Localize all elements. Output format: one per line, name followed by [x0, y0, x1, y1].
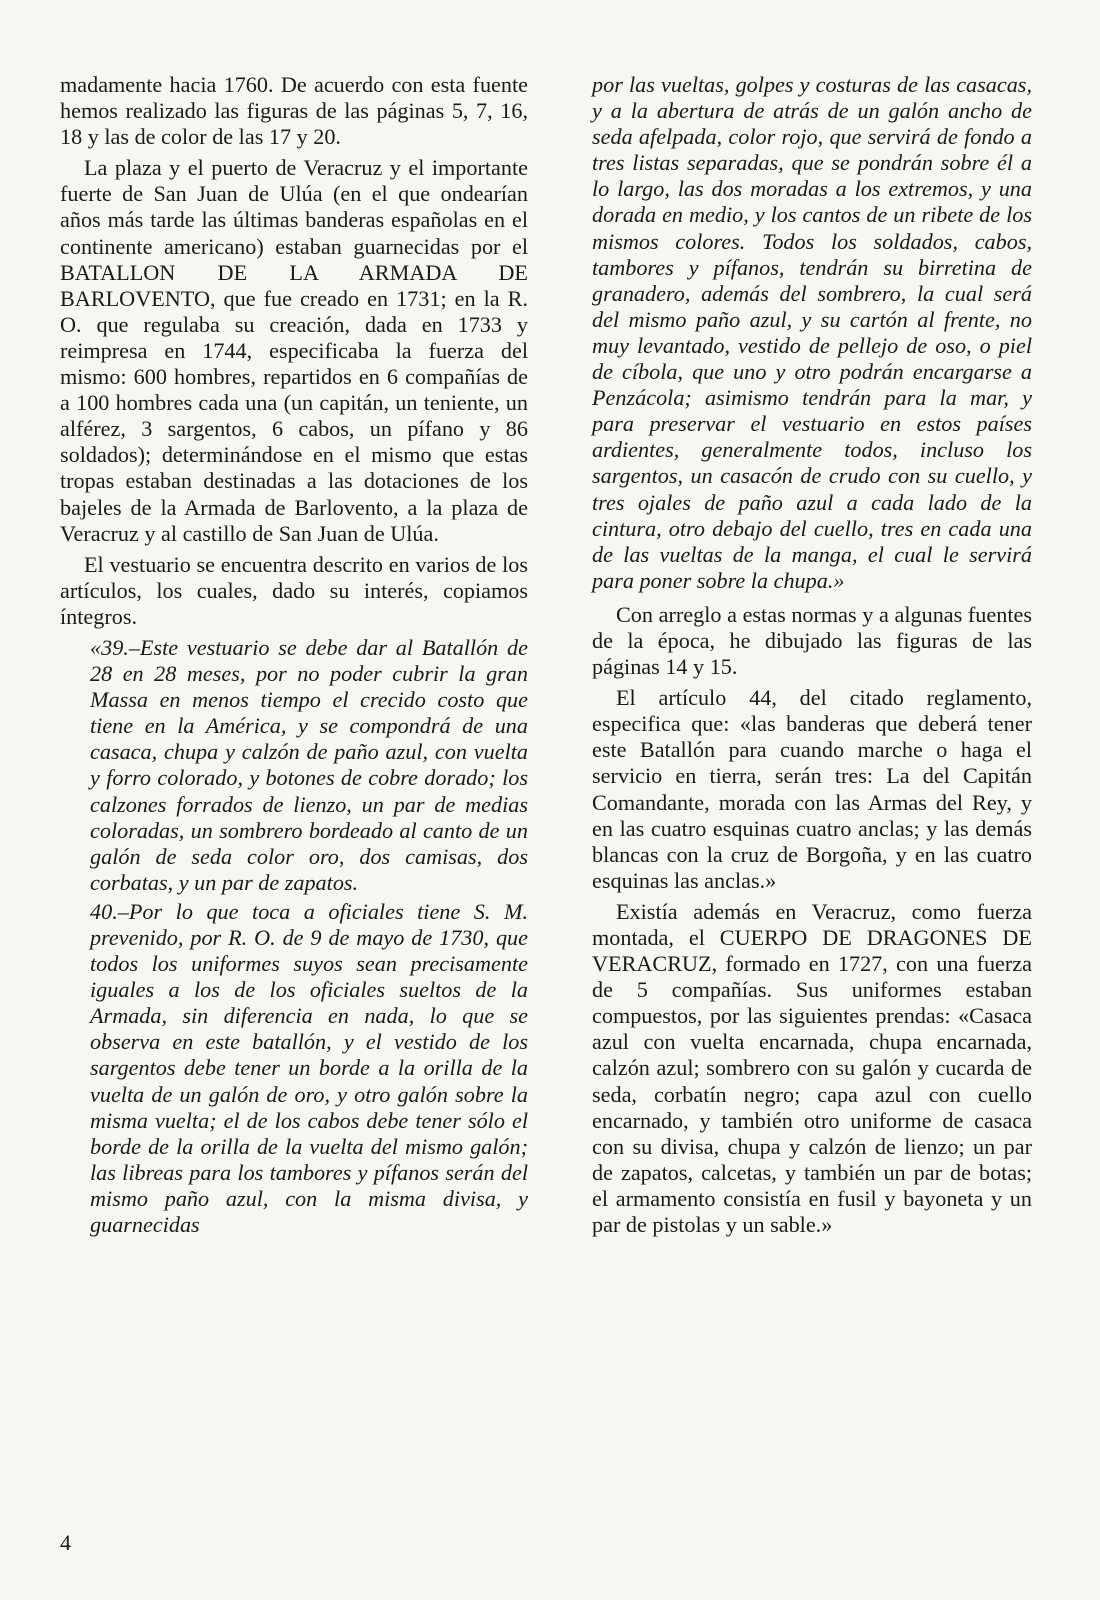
paragraph-vestuario-intro: El vestuario se encuentra descrito en varios de los artículos, los cuales, dado su interés, copiamos íntegros. — [60, 551, 528, 629]
left-column — [60, 72, 528, 1241]
paragraph-batallon-armada: La plaza y el puerto de Veracruz y el importante fuerte de San Juan de Ulúa (en el que ondearían años más tarde las últimas banderas españolas en el continente americano) estaban guarnecidas por el BATALLON DE LA ARMADA DE BARLOVENTO, que fue creado en 1731; en la R. O. que regulaba su creación, dada en 1733 y reimpresa en 1744, especificaba la fuerza del mismo: 600 hombres, repartidos en 6 compañías de a 100 hombres cada una (un capitán, un teniente, un alférez, 3 sargentos, 6 cabos, un pífano y 86 soldados); determinándose en el mismo que estas tropas estaban destinadas a las dotaciones de los bajeles de la Armada de Barlovento, a la plaza de Veracruz y al castillo de San Juan de Ulúa. — [60, 155, 528, 546]
paragraph-figuras: Con arreglo a estas normas y a algunas fuentes de la época, he dibujado las figuras de las páginas 14 y 15. — [592, 601, 1032, 680]
quote-article-40: 40.–Por lo que toca a oficiales tiene S. M. prevenido, por R. O. de 9 de mayo de 1730, que todos los uniformes suyos sean precisamente iguales a los de los oficiales sueltos de la Armada, sin diferencia en nada, lo que se observa en este batallón, y el vestido de los sargentos debe tener un borde a la orilla de la vuelta de un galón de oro, y otro galón sobre la misma vuelta; el de los cabos debe tener sólo el borde de la orilla de la vuelta del mismo galón; las libreas para los tambores y pífanos serán del mismo paño azul, con la misma divisa, y guarnecidas — [90, 898, 528, 1238]
page-number: 4 — [60, 1530, 71, 1555]
paragraph-articulo-44: El artículo 44, del citado reglamento, especifica que: «las banderas que deberá tener este Batallón para cuando marche o haga el servicio en tierra, serán tres: La del Capitán Comandante, morada con las Armas del Rey, y en las cuatro esquinas cuatro anclas; y las demás blancas con la cruz de Borgoña, y en las cuatro esquinas las anclas.» — [592, 685, 1032, 893]
quote-article-40-continued: por las vueltas, golpes y costuras de las casacas, y a la abertura de atrás de un galón ancho de seda afelpada, color rojo, que servirá de fondo a tres listas separadas, que se pondrán sobre él a lo largo, las dos moradas a los extremos, y una dorada en medio, y los cantos de un ribete de los mismos colores. Todos los soldados, cabos, tambores y pífanos, tendrán su birretina de granadero, además del sombrero, la cual será del mismo paño azul, y su cartón al frente, no muy levantado, vestido de pellejo de oso, o piel de cíbola, que uno y otro podrán encargarse a Penzácola; asimismo tendrán para la mar, y para preservar el vestuario en estos países ardientes, generalmente todos, incluso los sargentos, un casacón de crudo con su cuello, y tres ojales de paño azul a cada lado de la cintura, otro debajo del cuello, tres en cada una de las vueltas de la manga, el cual le servirá para poner sobre la chupa.» — [592, 72, 1032, 593]
paragraph-dragones: Existía además en Veracruz, como fuerza montada, el CUERPO DE DRAGONES DE VERACRUZ, formado en 1727, con una fuerza de 5 compañías. Sus uniformes estaban compuestos, por las siguientes prendas: «Casaca azul con vuelta encarnada, chupa encarnada, calzón azul; sombrero con su galón y cucarda de seda, corbatín negro; capa azul con cuello encarnado, y también otro uniforme de casaca con su divisa, chupa y calzón de lienzo; un par de zapatos, calcetas, y también un par de botas; el armamento consistía en fusil y bayoneta y un par de pistolas y un sable.» — [592, 898, 1032, 1238]
paragraph-continuation: madamente hacia 1760. De acuerdo con esta fuente hemos realizado las figuras de las páginas 5, 7, 16, 18 y las de color de las 17 y 20. — [60, 72, 528, 150]
right-column — [592, 72, 1032, 1243]
quote-article-39: «39.–Este vestuario se debe dar al Batallón de 28 en 28 meses, por no poder cubrir la gran Massa en menos tiempo el crecido costo que tiene en la América, y se compondrá de una casaca, chupa y calzón de paño azul, con vuelta y forro colorado, y botones de cobre dorado; los calzones forrados de lienzo, un par de medias coloradas, un sombrero bordeado al canto de un galón de seda color oro, dos camisas, dos corbatas, y un par de zapatos. — [90, 634, 528, 895]
